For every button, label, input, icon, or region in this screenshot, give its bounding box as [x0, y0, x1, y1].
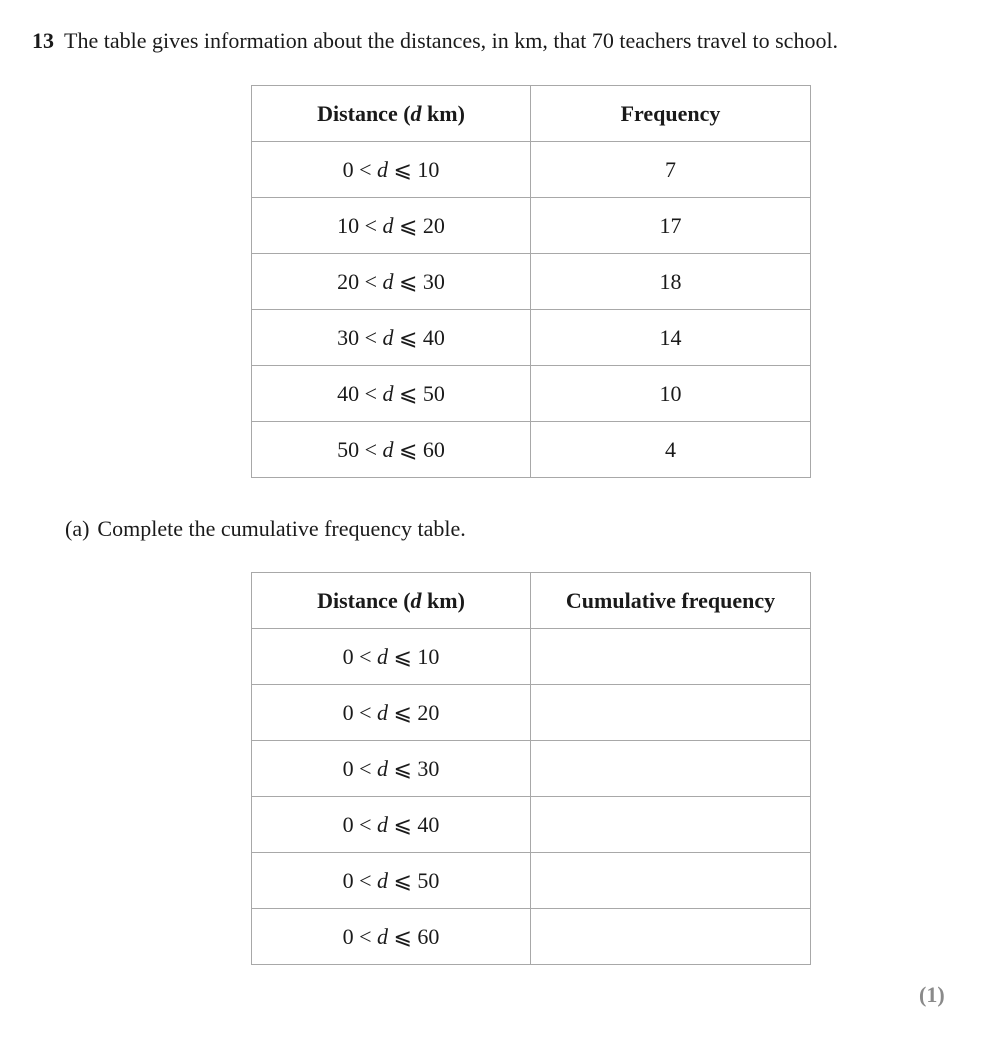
question-text: [32, 26, 838, 56]
part-a-instruction: [65, 514, 466, 544]
table-row: [252, 685, 811, 741]
marks-allocation: (1): [919, 982, 945, 1007]
distance-cell: 0 < d ⩽ 50: [252, 853, 531, 909]
cumulative-frequency-answer-cell[interactable]: [531, 909, 811, 965]
table-row: [252, 853, 811, 909]
table-row: [252, 797, 811, 853]
part-a-text: Complete the cumulative frequency table.: [97, 516, 466, 541]
table-row: [252, 629, 811, 685]
table-row: [252, 254, 811, 310]
frequency-cell: 14: [531, 310, 811, 366]
cumulative-frequency-answer-cell[interactable]: [531, 629, 811, 685]
frequency-header: Frequency: [531, 86, 811, 142]
frequency-table: [251, 85, 811, 478]
distance-cell: 10 < d ⩽ 20: [252, 198, 531, 254]
table-row: [252, 422, 811, 478]
table-row: [252, 310, 811, 366]
cumulative-frequency-answer-cell[interactable]: [531, 685, 811, 741]
frequency-cell: 17: [531, 198, 811, 254]
frequency-cell: 10: [531, 366, 811, 422]
distance-cell: 0 < d ⩽ 40: [252, 797, 531, 853]
cumulative-frequency-answer-cell[interactable]: [531, 741, 811, 797]
part-a-label: (a): [65, 516, 90, 541]
table-row: [252, 366, 811, 422]
frequency-cell: 18: [531, 254, 811, 310]
distance-header: Distance (d km): [252, 86, 531, 142]
cumulative-frequency-answer-cell[interactable]: [531, 853, 811, 909]
frequency-cell: 4: [531, 422, 811, 478]
question-stem: The table gives information about the distances, in km, that 70 teachers travel to school.: [64, 28, 839, 53]
cumulative-frequency-table: [251, 572, 811, 965]
table-row: [252, 142, 811, 198]
cumulative-frequency-answer-cell[interactable]: [531, 797, 811, 853]
table-header-row: [252, 573, 811, 629]
distance-cell: 50 < d ⩽ 60: [252, 422, 531, 478]
table-row: [252, 741, 811, 797]
table-row: [252, 198, 811, 254]
distance-cell: 0 < d ⩽ 30: [252, 741, 531, 797]
cumulative-frequency-header: Cumulative frequency: [531, 573, 811, 629]
question-number: 13: [32, 28, 54, 53]
distance-cell: 0 < d ⩽ 10: [252, 629, 531, 685]
distance-cell: 0 < d ⩽ 60: [252, 909, 531, 965]
table-row: [252, 909, 811, 965]
distance-header: Distance (d km): [252, 573, 531, 629]
distance-cell: 30 < d ⩽ 40: [252, 310, 531, 366]
distance-cell: 20 < d ⩽ 30: [252, 254, 531, 310]
distance-cell: 40 < d ⩽ 50: [252, 366, 531, 422]
distance-cell: 0 < d ⩽ 20: [252, 685, 531, 741]
table-header-row: [252, 86, 811, 142]
distance-cell: 0 < d ⩽ 10: [252, 142, 531, 198]
frequency-cell: 7: [531, 142, 811, 198]
